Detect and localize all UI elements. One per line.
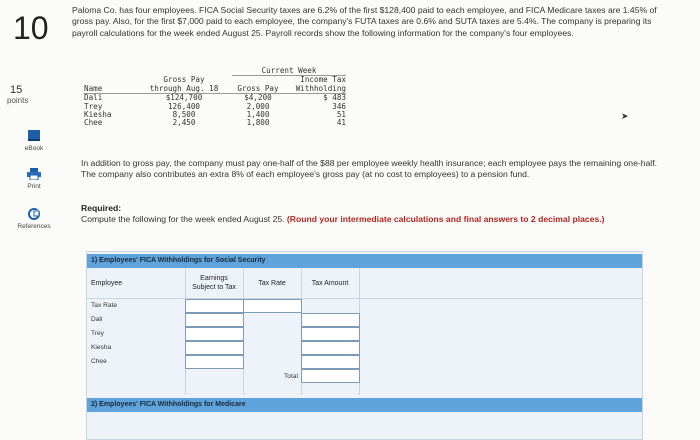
points-value: 15 — [10, 84, 23, 96]
earnings-header-line1: Earnings — [200, 275, 228, 282]
row-label-dali: Dali — [91, 316, 103, 323]
table-row — [84, 103, 346, 111]
ebook-button[interactable] — [14, 130, 54, 152]
tax-amount-input-chee[interactable] — [301, 355, 360, 369]
ebook-label: eBook — [24, 145, 44, 152]
print-label: Print — [27, 183, 41, 190]
tax-amount-input-trey[interactable] — [301, 327, 360, 341]
tax-rate-input[interactable] — [243, 299, 302, 313]
employee-name: Trey — [84, 101, 103, 111]
section-2-title: 2) Employees' FICA Withholdings for Medicare — [87, 398, 642, 412]
answer-worksheet — [86, 251, 643, 440]
earnings-input-chee[interactable] — [185, 355, 244, 369]
employee-name: Dali — [84, 93, 103, 103]
income-tax-header-1: Income Tax — [300, 75, 346, 85]
section-1-title: 1) Employees' FICA Withholdings for Social Security — [87, 254, 642, 268]
points-label: points — [7, 96, 29, 105]
income-tax-value: 41 — [336, 118, 346, 128]
references-icon — [27, 208, 41, 220]
gross-pay-value: $4,200 — [244, 93, 272, 103]
gross-pay-header: Gross Pay — [232, 85, 284, 94]
employee-column-header: Employee — [91, 279, 123, 287]
references-button[interactable] — [14, 208, 54, 230]
earnings-input-dali[interactable] — [185, 313, 244, 327]
employee-name: Kiesha — [84, 110, 112, 120]
payroll-table — [84, 67, 346, 128]
rounding-note: (Round your intermediate calculations and final answers to 2 decimal places.) — [286, 214, 605, 224]
name-header: Name — [84, 85, 136, 94]
table-row — [84, 119, 346, 127]
question-number: 10 — [13, 10, 49, 46]
gross-through-header-2: through Aug. 18 — [136, 85, 232, 94]
gross-through-value: 2,450 — [172, 118, 196, 128]
employee-name: Chee — [84, 118, 103, 128]
income-tax-header-2: Withholding — [284, 85, 346, 94]
gross-through-header-1: Gross Pay — [163, 75, 205, 85]
grid-divider — [87, 298, 642, 299]
book-icon — [27, 130, 41, 142]
gross-through-value: $124,700 — [165, 93, 203, 103]
earnings-column-header — [185, 268, 243, 298]
print-button[interactable] — [14, 168, 54, 190]
row-label-kiesha: Kiesha — [91, 344, 112, 351]
gross-pay-value: 2,000 — [246, 101, 270, 111]
required-heading: Required: — [81, 203, 122, 213]
tax-amount-column-header: Tax Amount — [311, 279, 349, 287]
income-tax-value: 51 — [336, 110, 346, 120]
earnings-header-line2: Subject to Tax — [192, 284, 236, 291]
tax-rate-column-header: Tax Rate — [258, 279, 286, 287]
income-tax-value: 346 — [332, 101, 346, 111]
references-label: References — [17, 223, 51, 230]
required-instructions — [81, 214, 661, 225]
table-row — [84, 94, 346, 103]
earnings-input-tax-rate[interactable] — [185, 299, 244, 313]
mouse-cursor-icon: ➤ — [621, 111, 629, 121]
question-intro: Paloma Co. has four employees. FICA Social Security taxes are 6.2% of the first $128,400 paid to each employee, and FICA Medicare taxes are 1.45% of gross pay. Also, for the first $7,000 paid to each employee, the company's FUTA taxes are 0.6% and SUTA taxes are 5.4%. The company is preparing its payroll calculations for the week ended August 25. Payroll records show the following information for the company's four employees. — [72, 5, 657, 38]
total-label: Total — [284, 373, 298, 380]
gross-through-value: 126,400 — [167, 101, 200, 111]
total-tax-amount-input[interactable] — [301, 369, 360, 383]
table-row — [84, 111, 346, 119]
row-label-trey: Trey — [91, 330, 104, 337]
income-tax-value: $ 483 — [323, 93, 346, 103]
earnings-input-trey[interactable] — [185, 327, 244, 341]
printer-icon — [27, 168, 41, 180]
gross-pay-value: 1,400 — [246, 110, 270, 120]
current-week-header: Current Week — [232, 67, 346, 76]
row-label-tax-rate: Tax Rate — [91, 302, 118, 309]
gross-pay-value: 1,800 — [246, 118, 270, 128]
earnings-input-kiesha[interactable] — [185, 341, 244, 355]
gross-through-value: 8,500 — [172, 110, 196, 120]
required-body: Compute the following for the week ended August 25. — [81, 214, 285, 224]
tax-amount-input-kiesha[interactable] — [301, 341, 360, 355]
row-label-chee: Chee — [91, 358, 107, 365]
tax-amount-input-dali[interactable] — [301, 313, 360, 327]
insurance-paragraph: In addition to gross pay, the company must pay one-half of the $88 per employee weekly health insurance; each employee pays the remaining one-half. The company also contributes an extra 8% of each employee's gross pay (at no cost to employees) to a pension fund. — [81, 158, 657, 179]
